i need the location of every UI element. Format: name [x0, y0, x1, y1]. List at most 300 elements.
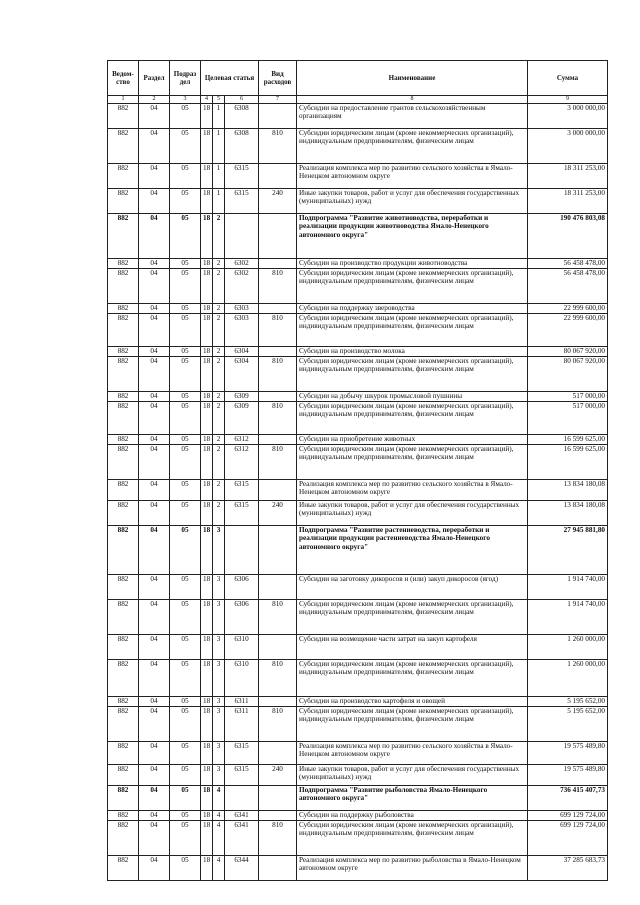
item-sum: 190 476 803,08 — [528, 214, 608, 259]
razdel-cell: 04 — [139, 445, 170, 480]
razdel-cell: 04 — [139, 575, 170, 600]
item-sum: 16 599 625,00 — [528, 435, 608, 445]
target-part-a: 18 — [201, 742, 213, 765]
podrazdel-cell: 05 — [170, 435, 201, 445]
target-part-a: 18 — [201, 129, 213, 164]
expense-type-cell: 810 — [259, 357, 297, 392]
expense-type-cell — [259, 526, 297, 575]
table-row — [108, 526, 608, 575]
podrazdel-cell: 05 — [170, 635, 201, 660]
target-code: 6309 — [225, 392, 259, 402]
item-name: Субсидии на приобретение животных — [297, 435, 528, 445]
item-name: Субсидии юридическим лицам (кроме некоммерческих организаций), индивидуальным предпринимателям, физическим лицам — [297, 600, 528, 635]
target-part-a: 18 — [201, 526, 213, 575]
target-code — [225, 526, 259, 575]
item-sum: 56 458 478,00 — [528, 259, 608, 269]
ved-cell: 882 — [108, 480, 139, 501]
ved-cell: 882 — [108, 435, 139, 445]
item-sum: 18 311 253,00 — [528, 189, 608, 214]
podrazdel-cell: 05 — [170, 501, 201, 526]
colnum: 5 — [213, 96, 225, 104]
ved-cell: 882 — [108, 765, 139, 786]
table-row — [108, 189, 608, 214]
podrazdel-cell: 05 — [170, 314, 201, 347]
podrazdel-cell: 05 — [170, 821, 201, 856]
podrazdel-cell: 05 — [170, 575, 201, 600]
table-row — [108, 856, 608, 881]
target-code: 6308 — [225, 129, 259, 164]
target-part-b: 2 — [213, 392, 225, 402]
target-code: 6303 — [225, 304, 259, 314]
item-sum: 517 000,00 — [528, 402, 608, 435]
colnum: 9 — [528, 96, 608, 104]
razdel-cell: 04 — [139, 104, 170, 129]
expense-type-cell: 240 — [259, 765, 297, 786]
target-part-b: 2 — [213, 480, 225, 501]
table-row — [108, 402, 608, 435]
expense-type-cell: 810 — [259, 660, 297, 697]
razdel-cell: 04 — [139, 811, 170, 821]
podrazdel-cell: 05 — [170, 259, 201, 269]
budget-table — [107, 60, 608, 881]
header-podrazdel: Подраз дел — [170, 61, 201, 96]
razdel-cell: 04 — [139, 357, 170, 392]
target-code: 6310 — [225, 635, 259, 660]
podrazdel-cell: 05 — [170, 480, 201, 501]
target-code: 6311 — [225, 697, 259, 707]
target-part-a: 18 — [201, 314, 213, 347]
target-part-a: 18 — [201, 707, 213, 742]
target-part-a: 18 — [201, 480, 213, 501]
expense-type-cell: 810 — [259, 600, 297, 635]
item-sum: 1 260 000,00 — [528, 660, 608, 697]
razdel-cell: 04 — [139, 821, 170, 856]
target-code — [225, 786, 259, 811]
podrazdel-cell: 05 — [170, 660, 201, 697]
target-part-b: 4 — [213, 821, 225, 856]
item-sum: 22 999 600,00 — [528, 314, 608, 347]
razdel-cell: 04 — [139, 314, 170, 347]
item-sum: 19 575 489,80 — [528, 765, 608, 786]
ved-cell: 882 — [108, 269, 139, 304]
target-part-a: 18 — [201, 821, 213, 856]
target-part-b: 2 — [213, 435, 225, 445]
target-part-b: 4 — [213, 811, 225, 821]
item-sum: 37 285 683,73 — [528, 856, 608, 881]
target-part-b: 2 — [213, 214, 225, 259]
target-part-b: 3 — [213, 526, 225, 575]
ved-cell: 882 — [108, 129, 139, 164]
item-name: Субсидии на производство молока — [297, 347, 528, 357]
podrazdel-cell: 05 — [170, 526, 201, 575]
target-part-b: 2 — [213, 304, 225, 314]
podrazdel-cell: 05 — [170, 742, 201, 765]
target-part-b: 1 — [213, 164, 225, 189]
item-name: Подпрограмма "Развитие растениеводства, переработки и реализации продукции растениеводства Ямало-Ненецкого автономного округа" — [297, 526, 528, 575]
target-part-b: 3 — [213, 707, 225, 742]
expense-type-cell: 810 — [259, 269, 297, 304]
expense-type-cell — [259, 304, 297, 314]
target-part-a: 18 — [201, 856, 213, 881]
expense-type-cell: 810 — [259, 314, 297, 347]
item-name: Реализация комплекса мер по развитию сельского хозяйства в Ямало-Ненецком автономном округе — [297, 742, 528, 765]
item-sum: 699 129 724,00 — [528, 821, 608, 856]
target-part-a: 18 — [201, 259, 213, 269]
target-part-b: 2 — [213, 357, 225, 392]
item-sum: 80 067 920,00 — [528, 347, 608, 357]
podrazdel-cell: 05 — [170, 811, 201, 821]
target-part-b: 2 — [213, 314, 225, 347]
razdel-cell: 04 — [139, 786, 170, 811]
target-code: 6310 — [225, 660, 259, 697]
target-part-b: 2 — [213, 402, 225, 435]
item-name: Субсидии юридическим лицам (кроме некоммерческих организаций), индивидуальным предпринимателям, физическим лицам — [297, 269, 528, 304]
item-sum: 1 260 000,00 — [528, 635, 608, 660]
table-row — [108, 357, 608, 392]
ved-cell: 882 — [108, 402, 139, 435]
item-sum: 5 195 652,00 — [528, 707, 608, 742]
target-code: 6315 — [225, 765, 259, 786]
razdel-cell: 04 — [139, 707, 170, 742]
podrazdel-cell: 05 — [170, 129, 201, 164]
ved-cell: 882 — [108, 600, 139, 635]
item-name: Субсидии юридическим лицам (кроме некоммерческих организаций), индивидуальным предпринимателям, физическим лицам — [297, 314, 528, 347]
header-ved: Ведом-ство — [108, 61, 139, 96]
target-code: 6344 — [225, 856, 259, 881]
item-name: Субсидии на поддержку рыболовства — [297, 811, 528, 821]
item-sum: 5 195 652,00 — [528, 697, 608, 707]
item-sum: 3 000 000,00 — [528, 104, 608, 129]
target-part-b: 2 — [213, 445, 225, 480]
target-part-b: 4 — [213, 856, 225, 881]
target-code: 6302 — [225, 269, 259, 304]
table-row — [108, 347, 608, 357]
razdel-cell: 04 — [139, 600, 170, 635]
target-code: 6312 — [225, 435, 259, 445]
expense-type-cell — [259, 575, 297, 600]
table-row — [108, 269, 608, 304]
ved-cell: 882 — [108, 742, 139, 765]
colnum: 4 — [201, 96, 213, 104]
expense-type-cell — [259, 392, 297, 402]
table-row — [108, 435, 608, 445]
item-name: Субсидии юридическим лицам (кроме некоммерческих организаций), индивидуальным предпринимателям, физическим лицам — [297, 129, 528, 164]
item-sum: 13 834 180,08 — [528, 501, 608, 526]
target-code: 6302 — [225, 259, 259, 269]
razdel-cell: 04 — [139, 347, 170, 357]
razdel-cell: 04 — [139, 435, 170, 445]
target-part-a: 18 — [201, 435, 213, 445]
ved-cell: 882 — [108, 635, 139, 660]
expense-type-cell: 240 — [259, 189, 297, 214]
target-part-b: 3 — [213, 742, 225, 765]
expense-type-cell — [259, 635, 297, 660]
expense-type-cell — [259, 164, 297, 189]
expense-type-cell — [259, 347, 297, 357]
target-part-a: 18 — [201, 347, 213, 357]
expense-type-cell: 810 — [259, 707, 297, 742]
ved-cell: 882 — [108, 811, 139, 821]
item-sum: 27 945 881,80 — [528, 526, 608, 575]
target-part-b: 3 — [213, 660, 225, 697]
header-target: Целевая статья — [201, 61, 259, 96]
item-sum: 1 914 740,00 — [528, 600, 608, 635]
table-row — [108, 214, 608, 259]
razdel-cell: 04 — [139, 214, 170, 259]
item-sum: 19 575 489,80 — [528, 742, 608, 765]
item-name: Субсидии на возмещение части затрат на закуп картофеля — [297, 635, 528, 660]
item-name: Иные закупки товаров, работ и услуг для обеспечения государственных (муниципальных) нужд — [297, 501, 528, 526]
expense-type-cell — [259, 259, 297, 269]
podrazdel-cell: 05 — [170, 304, 201, 314]
expense-type-cell — [259, 435, 297, 445]
ved-cell: 882 — [108, 697, 139, 707]
target-part-a: 18 — [201, 635, 213, 660]
target-part-b: 3 — [213, 697, 225, 707]
item-name: Субсидии на производство картофеля и овощей — [297, 697, 528, 707]
item-name: Субсидии юридическим лицам (кроме некоммерческих организаций), индивидуальным предпринимателям, физическим лицам — [297, 660, 528, 697]
target-part-a: 18 — [201, 811, 213, 821]
target-code: 6315 — [225, 189, 259, 214]
ved-cell: 882 — [108, 259, 139, 269]
razdel-cell: 04 — [139, 392, 170, 402]
table-row — [108, 821, 608, 856]
table-row — [108, 635, 608, 660]
razdel-cell: 04 — [139, 269, 170, 304]
target-part-b: 3 — [213, 635, 225, 660]
colnum: 8 — [297, 96, 528, 104]
item-sum: 80 067 920,00 — [528, 357, 608, 392]
table-row — [108, 480, 608, 501]
expense-type-cell: 810 — [259, 445, 297, 480]
table-body — [108, 104, 608, 881]
item-sum: 1 914 740,00 — [528, 575, 608, 600]
target-part-a: 18 — [201, 269, 213, 304]
target-code: 6306 — [225, 600, 259, 635]
table-row — [108, 304, 608, 314]
target-part-a: 18 — [201, 445, 213, 480]
podrazdel-cell: 05 — [170, 856, 201, 881]
item-name: Реализация комплекса мер по развитию рыболовства в Ямало-Ненецком автономном округе — [297, 856, 528, 881]
target-part-b: 1 — [213, 189, 225, 214]
item-name: Субсидии на предоставление грантов сельскохозяйственным организациям — [297, 104, 528, 129]
podrazdel-cell: 05 — [170, 104, 201, 129]
table-row — [108, 314, 608, 347]
header-name: Наименование — [297, 61, 528, 96]
podrazdel-cell: 05 — [170, 402, 201, 435]
item-sum: 18 311 253,00 — [528, 164, 608, 189]
target-code: 6306 — [225, 575, 259, 600]
razdel-cell: 04 — [139, 742, 170, 765]
razdel-cell: 04 — [139, 259, 170, 269]
target-part-a: 18 — [201, 660, 213, 697]
ved-cell: 882 — [108, 347, 139, 357]
target-part-a: 18 — [201, 304, 213, 314]
target-part-b: 3 — [213, 575, 225, 600]
target-part-b: 2 — [213, 347, 225, 357]
expense-type-cell: 810 — [259, 129, 297, 164]
target-part-a: 18 — [201, 786, 213, 811]
expense-type-cell — [259, 742, 297, 765]
target-part-a: 18 — [201, 600, 213, 635]
table-row — [108, 707, 608, 742]
item-name: Субсидии на поддержку звероводства — [297, 304, 528, 314]
item-sum: 13 834 180,08 — [528, 480, 608, 501]
expense-type-cell — [259, 697, 297, 707]
podrazdel-cell: 05 — [170, 786, 201, 811]
razdel-cell: 04 — [139, 402, 170, 435]
podrazdel-cell: 05 — [170, 269, 201, 304]
ved-cell: 882 — [108, 445, 139, 480]
item-name: Иные закупки товаров, работ и услуг для обеспечения государственных (муниципальных) нужд — [297, 765, 528, 786]
razdel-cell: 04 — [139, 480, 170, 501]
table-row — [108, 575, 608, 600]
item-sum: 517 000,00 — [528, 392, 608, 402]
razdel-cell: 04 — [139, 501, 170, 526]
ved-cell: 882 — [108, 304, 139, 314]
item-name: Подпрограмма "Развитие животноводства, переработки и реализации продукции животноводства Ямало-Ненецкого автономного округа" — [297, 214, 528, 259]
razdel-cell: 04 — [139, 189, 170, 214]
item-name: Субсидии юридическим лицам (кроме некоммерческих организаций), индивидуальным предпринимателям, физическим лицам — [297, 707, 528, 742]
target-part-b: 3 — [213, 765, 225, 786]
ved-cell: 882 — [108, 856, 139, 881]
podrazdel-cell: 05 — [170, 214, 201, 259]
colnum: 3 — [170, 96, 201, 104]
table-row — [108, 104, 608, 129]
ved-cell: 882 — [108, 357, 139, 392]
ved-cell: 882 — [108, 821, 139, 856]
item-name: Субсидии юридическим лицам (кроме некоммерческих организаций), индивидуальным предпринимателям, физическим лицам — [297, 357, 528, 392]
item-sum: 56 458 478,00 — [528, 269, 608, 304]
target-part-b: 2 — [213, 259, 225, 269]
ved-cell: 882 — [108, 660, 139, 697]
target-part-a: 18 — [201, 214, 213, 259]
item-sum: 3 000 000,00 — [528, 129, 608, 164]
target-code: 6341 — [225, 811, 259, 821]
target-part-b: 1 — [213, 104, 225, 129]
ved-cell: 882 — [108, 501, 139, 526]
razdel-cell: 04 — [139, 765, 170, 786]
target-code: 6315 — [225, 480, 259, 501]
item-name: Реализация комплекса мер по развитию сельского хозяйства в Ямало-Ненецком автономном округе — [297, 480, 528, 501]
target-code: 6304 — [225, 347, 259, 357]
target-part-a: 18 — [201, 501, 213, 526]
expense-type-cell — [259, 786, 297, 811]
target-code — [225, 214, 259, 259]
table-row — [108, 445, 608, 480]
podrazdel-cell: 05 — [170, 765, 201, 786]
target-code: 6315 — [225, 742, 259, 765]
expense-type-cell — [259, 856, 297, 881]
target-part-a: 18 — [201, 697, 213, 707]
item-sum: 736 415 407,73 — [528, 786, 608, 811]
target-part-a: 18 — [201, 392, 213, 402]
table-row — [108, 742, 608, 765]
item-name: Реализация комплекса мер по развитию сельского хозяйства в Ямало-Ненецком автономном округе — [297, 164, 528, 189]
table-row — [108, 697, 608, 707]
ved-cell: 882 — [108, 392, 139, 402]
podrazdel-cell: 05 — [170, 697, 201, 707]
razdel-cell: 04 — [139, 660, 170, 697]
item-name: Субсидии на заготовку дикоросов и (или) закуп дикоросов (ягод) — [297, 575, 528, 600]
table-row — [108, 392, 608, 402]
item-name: Субсидии юридическим лицам (кроме некоммерческих организаций), индивидуальным предпринимателям, физическим лицам — [297, 402, 528, 435]
podrazdel-cell: 05 — [170, 600, 201, 635]
target-part-a: 18 — [201, 402, 213, 435]
item-name: Субсидии на производство продукции животноводства — [297, 259, 528, 269]
podrazdel-cell: 05 — [170, 392, 201, 402]
item-name: Иные закупки товаров, работ и услуг для обеспечения государственных (муниципальных) нужд — [297, 189, 528, 214]
target-part-b: 1 — [213, 129, 225, 164]
table-row — [108, 786, 608, 811]
podrazdel-cell: 05 — [170, 445, 201, 480]
target-part-b: 3 — [213, 600, 225, 635]
target-code: 6315 — [225, 501, 259, 526]
colnum: 1 — [108, 96, 139, 104]
expense-type-cell — [259, 214, 297, 259]
table-row — [108, 600, 608, 635]
podrazdel-cell: 05 — [170, 357, 201, 392]
item-name: Подпрограмма "Развитие рыболовства Ямало-Ненецкого автономного округа" — [297, 786, 528, 811]
item-sum: 699 129 724,00 — [528, 811, 608, 821]
expense-type-cell — [259, 104, 297, 129]
header-vid: Вид расходов — [259, 61, 297, 96]
item-name: Субсидии юридическим лицам (кроме некоммерческих организаций), индивидуальным предпринимателям, физическим лицам — [297, 445, 528, 480]
razdel-cell: 04 — [139, 697, 170, 707]
table-row — [108, 129, 608, 164]
ved-cell: 882 — [108, 707, 139, 742]
target-part-a: 18 — [201, 164, 213, 189]
podrazdel-cell: 05 — [170, 707, 201, 742]
ved-cell: 882 — [108, 786, 139, 811]
target-part-a: 18 — [201, 104, 213, 129]
razdel-cell: 04 — [139, 856, 170, 881]
razdel-cell: 04 — [139, 526, 170, 575]
podrazdel-cell: 05 — [170, 347, 201, 357]
expense-type-cell: 240 — [259, 501, 297, 526]
target-code: 6312 — [225, 445, 259, 480]
target-part-b: 2 — [213, 269, 225, 304]
podrazdel-cell: 05 — [170, 164, 201, 189]
colnum: 7 — [259, 96, 297, 104]
ved-cell: 882 — [108, 189, 139, 214]
item-sum: 16 599 625,00 — [528, 445, 608, 480]
header-razdel: Раздел — [139, 61, 170, 96]
target-part-a: 18 — [201, 189, 213, 214]
target-code: 6304 — [225, 357, 259, 392]
target-code: 6303 — [225, 314, 259, 347]
razdel-cell: 04 — [139, 164, 170, 189]
item-name: Субсидии юридическим лицам (кроме некоммерческих организаций), индивидуальным предпринимателям, физическим лицам — [297, 821, 528, 856]
target-part-a: 18 — [201, 765, 213, 786]
ved-cell: 882 — [108, 314, 139, 347]
podrazdel-cell: 05 — [170, 189, 201, 214]
column-numbers — [108, 96, 608, 104]
colnum: 6 — [225, 96, 259, 104]
ved-cell: 882 — [108, 526, 139, 575]
header-sum: Сумма — [528, 61, 608, 96]
razdel-cell: 04 — [139, 304, 170, 314]
target-part-a: 18 — [201, 575, 213, 600]
target-code: 6315 — [225, 164, 259, 189]
table-row — [108, 164, 608, 189]
table-row — [108, 660, 608, 697]
ved-cell: 882 — [108, 164, 139, 189]
razdel-cell: 04 — [139, 129, 170, 164]
target-code: 6309 — [225, 402, 259, 435]
item-name: Субсидии на добычу шкурок промысловой пушнины — [297, 392, 528, 402]
table-header — [108, 61, 608, 96]
